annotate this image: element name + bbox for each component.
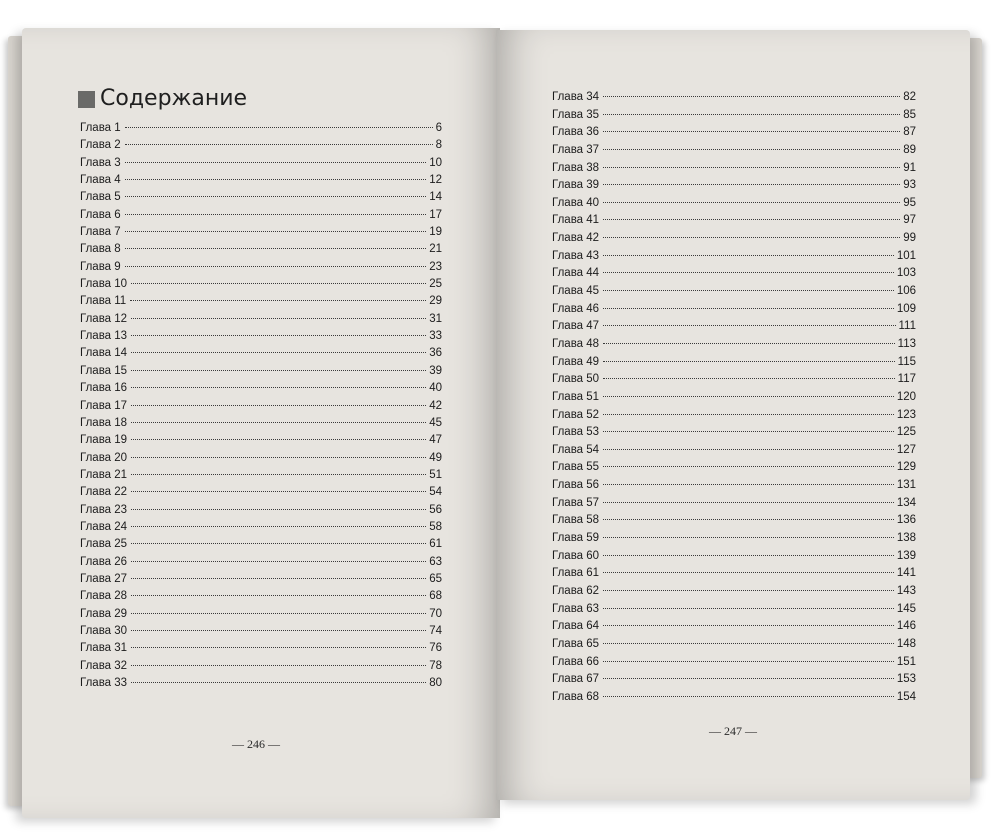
toc-entry-label: Глава 30 (80, 624, 128, 637)
toc-dot-leader (603, 149, 900, 150)
toc-dot-leader (131, 682, 426, 683)
toc-entry (552, 160, 916, 178)
toc-dot-leader (603, 696, 894, 697)
toc-entry-label: Глава 35 (552, 108, 600, 121)
toc-entry (80, 120, 442, 137)
toc-dot-leader (131, 318, 426, 319)
toc-entry-page: 25 (429, 278, 442, 291)
toc-dot-leader (131, 491, 426, 492)
toc-entry-label: Глава 65 (552, 637, 600, 650)
toc-entry-label: Глава 18 (80, 416, 128, 429)
toc-entry (80, 172, 442, 189)
toc-entry-label: Глава 44 (552, 267, 600, 280)
toc-dot-leader (603, 255, 894, 256)
toc-entry-page: 148 (896, 637, 916, 650)
toc-entry (552, 389, 916, 407)
toc-entry-label: Глава 53 (552, 426, 600, 439)
toc-entry (552, 459, 916, 477)
toc-entry-page: 117 (897, 373, 916, 386)
toc-entry-label: Глава 64 (552, 620, 600, 633)
toc-dot-leader (131, 630, 426, 631)
toc-entry (552, 107, 916, 125)
toc-entry-label: Глава 5 (80, 191, 121, 204)
toc-entry-label: Глава 25 (80, 538, 128, 551)
toc-entry-page: 36 (429, 347, 442, 360)
toc-dot-leader (603, 431, 894, 432)
toc-dot-leader (603, 361, 895, 362)
page-number-left: — 246 — (232, 737, 280, 751)
toc-entry (80, 502, 442, 519)
toc-entry (552, 177, 916, 195)
toc-entry-label: Глава 19 (80, 434, 128, 447)
toc-dot-leader (603, 608, 894, 609)
toc-entry (80, 224, 442, 241)
toc-entry (80, 380, 442, 397)
toc-dot-leader (131, 526, 426, 527)
toc-dot-leader (603, 643, 894, 644)
toc-entry (552, 265, 916, 283)
toc-entry (80, 241, 442, 258)
toc-entry (80, 536, 442, 553)
toc-entry-page: 120 (896, 390, 916, 403)
toc-dot-leader (130, 300, 426, 301)
toc-entry-page: 45 (429, 416, 442, 429)
toc-entry (80, 207, 442, 224)
toc-entry-label: Глава 68 (552, 690, 600, 703)
toc-dot-leader (125, 214, 427, 215)
toc-entry-page: 109 (896, 302, 916, 315)
toc-entry-page: 49 (429, 451, 442, 464)
toc-entry-page: 131 (896, 479, 916, 492)
toc-dot-leader (125, 248, 427, 249)
toc-entry (80, 519, 442, 536)
toc-entry-page: 87 (903, 126, 916, 139)
toc-entry-label: Глава 23 (80, 503, 128, 516)
toc-entry (80, 398, 442, 415)
toc-entry-label: Глава 52 (552, 408, 600, 421)
toc-entry-page: 101 (896, 249, 916, 262)
toc-entry (80, 345, 442, 362)
toc-entry (552, 89, 916, 107)
toc-entry-label: Глава 13 (80, 330, 128, 343)
toc-entry-label: Глава 33 (80, 677, 128, 689)
toc-entry (80, 606, 442, 623)
toc-dot-leader (603, 449, 894, 450)
toc-entry-label: Глава 6 (80, 208, 121, 221)
toc-entry (552, 195, 916, 213)
toc-list-left (80, 120, 442, 692)
toc-entry-page: 40 (429, 382, 442, 395)
toc-entry-page: 139 (896, 549, 916, 562)
toc-dot-leader (131, 613, 426, 614)
toc-entry-page: 136 (896, 514, 916, 527)
toc-entry-label: Глава 61 (552, 567, 600, 580)
toc-entry-page: 47 (429, 434, 442, 447)
toc-entry-label: Глава 42 (552, 232, 600, 245)
toc-entry-page: 80 (429, 677, 442, 689)
toc-entry-label: Глава 50 (552, 373, 600, 386)
toc-entry-label: Глава 12 (80, 312, 128, 325)
toc-entry (552, 318, 916, 336)
toc-entry (80, 276, 442, 293)
toc-entry (552, 618, 916, 636)
toc-entry-label: Глава 28 (80, 590, 128, 603)
toc-entry-label: Глава 29 (80, 607, 128, 620)
toc-entry (552, 283, 916, 301)
toc-dot-leader (603, 572, 894, 573)
toc-entry-page: 151 (896, 655, 916, 668)
toc-dot-leader (603, 537, 894, 538)
toc-entry-page: 31 (429, 312, 442, 325)
toc-dot-leader (131, 387, 426, 388)
toc-entry-page: 78 (429, 659, 442, 672)
toc-entry (552, 512, 916, 530)
toc-entry (80, 415, 442, 432)
toc-entry-label: Глава 27 (80, 572, 128, 585)
toc-entry-page: 33 (429, 330, 442, 343)
toc-entry-label: Глава 14 (80, 347, 128, 360)
toc-entry-page: 91 (903, 161, 916, 174)
toc-entry (552, 530, 916, 548)
toc-entry-page: 127 (896, 443, 916, 456)
toc-entry-page: 12 (429, 174, 442, 187)
toc-title: Содержание (100, 86, 248, 111)
toc-entry-label: Глава 34 (552, 91, 600, 103)
toc-entry-label: Глава 58 (552, 514, 600, 527)
toc-entry-label: Глава 63 (552, 602, 600, 615)
toc-list-right (552, 89, 916, 706)
toc-entry-page: 63 (429, 555, 442, 568)
toc-entry-label: Глава 36 (552, 126, 600, 139)
toc-entry (552, 371, 916, 389)
toc-dot-leader (603, 466, 894, 467)
toc-dot-leader (131, 352, 426, 353)
toc-entry-page: 93 (903, 179, 916, 192)
toc-entry-label: Глава 3 (80, 156, 121, 169)
toc-entry-label: Глава 10 (80, 278, 128, 291)
toc-entry (80, 450, 442, 467)
toc-entry-page: 29 (429, 295, 442, 308)
toc-entry-page: 19 (429, 226, 442, 239)
toc-entry (552, 689, 916, 707)
toc-dot-leader (125, 127, 433, 128)
toc-entry-label: Глава 2 (80, 139, 121, 152)
toc-entry (552, 495, 916, 513)
toc-entry-page: 97 (903, 214, 916, 227)
toc-entry-page: 56 (429, 503, 442, 516)
toc-dot-leader (131, 405, 426, 406)
toc-dot-leader (131, 509, 426, 510)
toc-entry-label: Глава 46 (552, 302, 600, 315)
toc-dot-leader (603, 396, 894, 397)
toc-entry (552, 654, 916, 672)
toc-entry-label: Глава 45 (552, 285, 600, 298)
toc-entry-label: Глава 49 (552, 355, 600, 368)
toc-entry-page: 125 (896, 426, 916, 439)
toc-entry-page: 17 (429, 208, 442, 221)
toc-entry (552, 565, 916, 583)
toc-entry (552, 212, 916, 230)
toc-entry-page: 23 (429, 260, 442, 273)
toc-entry (552, 548, 916, 566)
toc-entry-label: Глава 31 (80, 642, 128, 655)
toc-entry-label: Глава 4 (80, 174, 121, 187)
toc-entry-page: 134 (896, 496, 916, 509)
toc-entry-label: Глава 16 (80, 382, 128, 395)
toc-entry (552, 248, 916, 266)
toc-entry-page: 145 (896, 602, 916, 615)
toc-entry (552, 301, 916, 319)
toc-dot-leader (603, 167, 900, 168)
toc-entry-label: Глава 11 (80, 295, 127, 308)
toc-entry-page: 115 (897, 355, 916, 368)
toc-entry (80, 640, 442, 657)
toc-entry (80, 467, 442, 484)
toc-entry-page: 65 (429, 572, 442, 585)
toc-entry-page: 8 (435, 139, 442, 152)
toc-dot-leader (603, 114, 900, 115)
toc-entry-page: 129 (896, 461, 916, 474)
toc-dot-leader (131, 439, 426, 440)
toc-entry-page: 74 (429, 624, 442, 637)
toc-dot-leader (603, 590, 894, 591)
toc-dot-leader (603, 272, 894, 273)
toc-entry (80, 571, 442, 588)
toc-entry-page: 82 (903, 91, 916, 103)
toc-dot-leader (131, 561, 426, 562)
toc-entry-label: Глава 7 (80, 226, 121, 239)
toc-entry-label: Глава 17 (80, 399, 128, 412)
toc-dot-leader (603, 678, 894, 679)
toc-entry-label: Глава 40 (552, 196, 600, 209)
toc-dot-leader (603, 625, 894, 626)
toc-entry (80, 432, 442, 449)
toc-dot-leader (131, 595, 426, 596)
toc-dot-leader (131, 647, 426, 648)
toc-dot-leader (603, 502, 894, 503)
toc-dot-leader (603, 414, 894, 415)
toc-entry (552, 477, 916, 495)
toc-entry-page: 58 (429, 520, 442, 533)
toc-entry-page: 143 (896, 584, 916, 597)
toc-entry-label: Глава 67 (552, 673, 600, 686)
toc-dot-leader (131, 578, 426, 579)
toc-dot-leader (125, 162, 427, 163)
toc-entry (80, 658, 442, 675)
toc-entry (552, 671, 916, 689)
toc-entry-page: 76 (429, 642, 442, 655)
toc-entry-page: 68 (429, 590, 442, 603)
toc-entry-label: Глава 26 (80, 555, 128, 568)
toc-entry-label: Глава 15 (80, 364, 128, 377)
page-number-right: — 247 — (709, 724, 757, 738)
toc-entry-page: 14 (429, 191, 442, 204)
toc-entry-label: Глава 47 (552, 320, 600, 333)
toc-entry-label: Глава 24 (80, 520, 128, 533)
toc-dot-leader (603, 343, 895, 344)
toc-entry (552, 583, 916, 601)
toc-entry (80, 155, 442, 172)
toc-dot-leader (603, 661, 894, 662)
toc-dot-leader (603, 131, 900, 132)
toc-dot-leader (603, 184, 900, 185)
toc-entry-page: 51 (429, 468, 442, 481)
toc-entry-label: Глава 41 (552, 214, 600, 227)
toc-dot-leader (131, 335, 426, 336)
toc-entry-label: Глава 48 (552, 337, 600, 350)
toc-entry-label: Глава 43 (552, 249, 600, 262)
toc-entry (80, 259, 442, 276)
toc-entry (80, 363, 442, 380)
toc-dot-leader (125, 231, 427, 232)
toc-entry-label: Глава 55 (552, 461, 600, 474)
toc-entry-label: Глава 32 (80, 659, 128, 672)
toc-entry-label: Глава 22 (80, 486, 128, 499)
toc-entry-page: 99 (903, 232, 916, 245)
toc-entry-label: Глава 39 (552, 179, 600, 192)
toc-entry (552, 124, 916, 142)
toc-entry (552, 424, 916, 442)
toc-dot-leader (131, 283, 426, 284)
toc-entry (552, 230, 916, 248)
toc-entry-page: 123 (896, 408, 916, 421)
toc-entry-label: Глава 54 (552, 443, 600, 456)
toc-entry-label: Глава 20 (80, 451, 128, 464)
toc-entry-page: 95 (903, 196, 916, 209)
toc-dot-leader (603, 555, 894, 556)
toc-entry-label: Глава 60 (552, 549, 600, 562)
toc-entry-page: 89 (903, 143, 916, 156)
toc-dot-leader (131, 543, 426, 544)
toc-entry-label: Глава 9 (80, 260, 121, 273)
toc-entry-label: Глава 56 (552, 479, 600, 492)
toc-dot-leader (125, 144, 433, 145)
toc-entry-page: 6 (435, 122, 442, 134)
toc-entry-page: 70 (429, 607, 442, 620)
toc-entry (80, 484, 442, 501)
toc-entry (80, 554, 442, 571)
toc-entry-page: 21 (429, 243, 442, 256)
toc-entry-page: 141 (896, 567, 916, 580)
toc-entry-page: 39 (429, 364, 442, 377)
toc-entry-page: 154 (896, 690, 916, 703)
toc-dot-leader (131, 474, 426, 475)
toc-entry-label: Глава 51 (552, 390, 600, 403)
toc-entry-label: Глава 57 (552, 496, 600, 509)
toc-dot-leader (603, 96, 900, 97)
toc-entry (552, 354, 916, 372)
toc-entry-label: Глава 1 (80, 122, 121, 134)
toc-entry-page: 103 (896, 267, 916, 280)
toc-dot-leader (603, 519, 894, 520)
toc-dot-leader (125, 266, 427, 267)
toc-entry-label: Глава 38 (552, 161, 600, 174)
toc-entry-page: 42 (429, 399, 442, 412)
toc-entry (552, 407, 916, 425)
toc-entry (80, 328, 442, 345)
toc-dot-leader (603, 202, 900, 203)
toc-dot-leader (125, 179, 427, 180)
toc-entry (552, 601, 916, 619)
toc-entry (552, 442, 916, 460)
toc-entry-label: Глава 66 (552, 655, 600, 668)
toc-entry (552, 142, 916, 160)
toc-dot-leader (603, 290, 894, 291)
toc-entry-page: 146 (896, 620, 916, 633)
toc-entry-page: 153 (896, 673, 916, 686)
toc-dot-leader (603, 378, 895, 379)
heading-square-icon (78, 91, 95, 108)
toc-entry-label: Глава 8 (80, 243, 121, 256)
toc-entry (80, 623, 442, 640)
toc-entry (80, 189, 442, 206)
toc-entry-page: 111 (898, 320, 916, 333)
toc-dot-leader (603, 308, 894, 309)
toc-entry (80, 293, 442, 310)
toc-dot-leader (603, 484, 894, 485)
toc-entry (552, 336, 916, 354)
toc-entry-page: 54 (429, 486, 442, 499)
toc-entry (80, 675, 442, 692)
toc-entry-page: 61 (429, 538, 442, 551)
toc-dot-leader (125, 196, 427, 197)
toc-entry-page: 85 (903, 108, 916, 121)
toc-entry (80, 311, 442, 328)
toc-entry-page: 10 (429, 156, 442, 169)
toc-dot-leader (131, 370, 426, 371)
toc-dot-leader (131, 665, 426, 666)
toc-entry-label: Глава 21 (80, 468, 128, 481)
toc-entry-page: 106 (896, 285, 916, 298)
toc-dot-leader (603, 325, 895, 326)
toc-dot-leader (131, 422, 426, 423)
toc-entry-label: Глава 62 (552, 584, 600, 597)
toc-entry (552, 636, 916, 654)
toc-heading (78, 86, 247, 111)
toc-entry (80, 137, 442, 154)
toc-dot-leader (603, 219, 900, 220)
toc-entry-page: 113 (897, 337, 916, 350)
toc-entry-page: 138 (896, 532, 916, 545)
toc-entry-label: Глава 37 (552, 143, 600, 156)
toc-entry-label: Глава 59 (552, 532, 600, 545)
toc-dot-leader (131, 457, 426, 458)
toc-entry (80, 588, 442, 605)
toc-dot-leader (603, 237, 900, 238)
